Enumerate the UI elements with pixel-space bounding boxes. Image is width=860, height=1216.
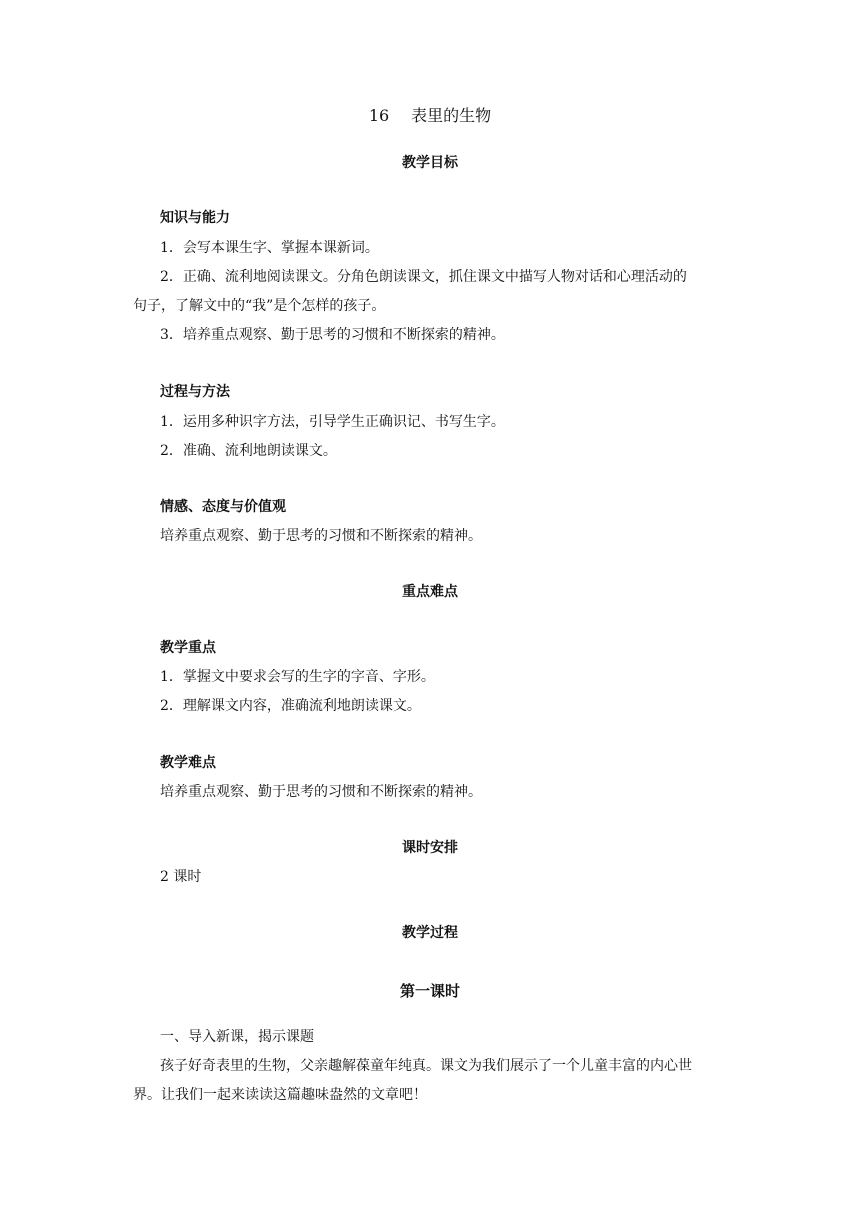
- document-title: [0, 106, 860, 126]
- process-item-2: 2．准确、流利地朗读课文。: [160, 443, 337, 459]
- intro-line-2: 界。让我们一起来读读这篇趣味盎然的文章吧！: [133, 1087, 427, 1103]
- step-heading: 一、导入新课，揭示课题: [160, 1029, 314, 1045]
- schedule-text: 2 课时: [160, 869, 202, 885]
- section-heading-objectives: 教学目标: [402, 155, 458, 171]
- knowledge-item-2-line-2: 句子，了解文中的“我”是个怎样的孩子。: [133, 298, 386, 314]
- focus-item-1: 1．掌握文中要求会写的生字的字音、字形。: [160, 669, 435, 685]
- title-number: 16: [368, 106, 390, 125]
- subheading-knowledge: 知识与能力: [160, 210, 230, 226]
- section-heading-key-points: 重点难点: [402, 584, 458, 600]
- knowledge-item-2-line-1: 2．正确、流利地阅读课文。分角色朗读课文，抓住课文中描写人物对话和心理活动的: [160, 269, 687, 285]
- subheading-emotion: 情感、态度与价值观: [160, 499, 286, 515]
- difficulty-item: 培养重点观察、勤于思考的习惯和不断探索的精神。: [160, 784, 482, 800]
- focus-item-2: 2．理解课文内容，准确流利地朗读课文。: [160, 698, 421, 714]
- subheading-focus: 教学重点: [160, 640, 216, 656]
- emotion-item: 培养重点观察、勤于思考的习惯和不断探索的精神。: [160, 528, 482, 544]
- knowledge-item-3: 3．培养重点观察、勤于思考的习惯和不断探索的精神。: [160, 327, 505, 343]
- section-heading-process: 教学过程: [402, 925, 458, 941]
- lesson-heading: 第一课时: [399, 982, 460, 1000]
- title-text: 表里的生物: [411, 106, 492, 125]
- subheading-difficulty: 教学难点: [160, 755, 216, 771]
- subheading-process: 过程与方法: [160, 384, 230, 400]
- intro-line-1: 孩子好奇表里的生物，父亲趣解葆童年纯真。课文为我们展示了一个儿童丰富的内心世: [160, 1058, 692, 1074]
- process-item-1: 1．运用多种识字方法，引导学生正确识记、书写生字。: [160, 414, 505, 430]
- section-heading-schedule: 课时安排: [402, 840, 458, 856]
- knowledge-item-1: 1．会写本课生字、掌握本课新词。: [160, 240, 379, 256]
